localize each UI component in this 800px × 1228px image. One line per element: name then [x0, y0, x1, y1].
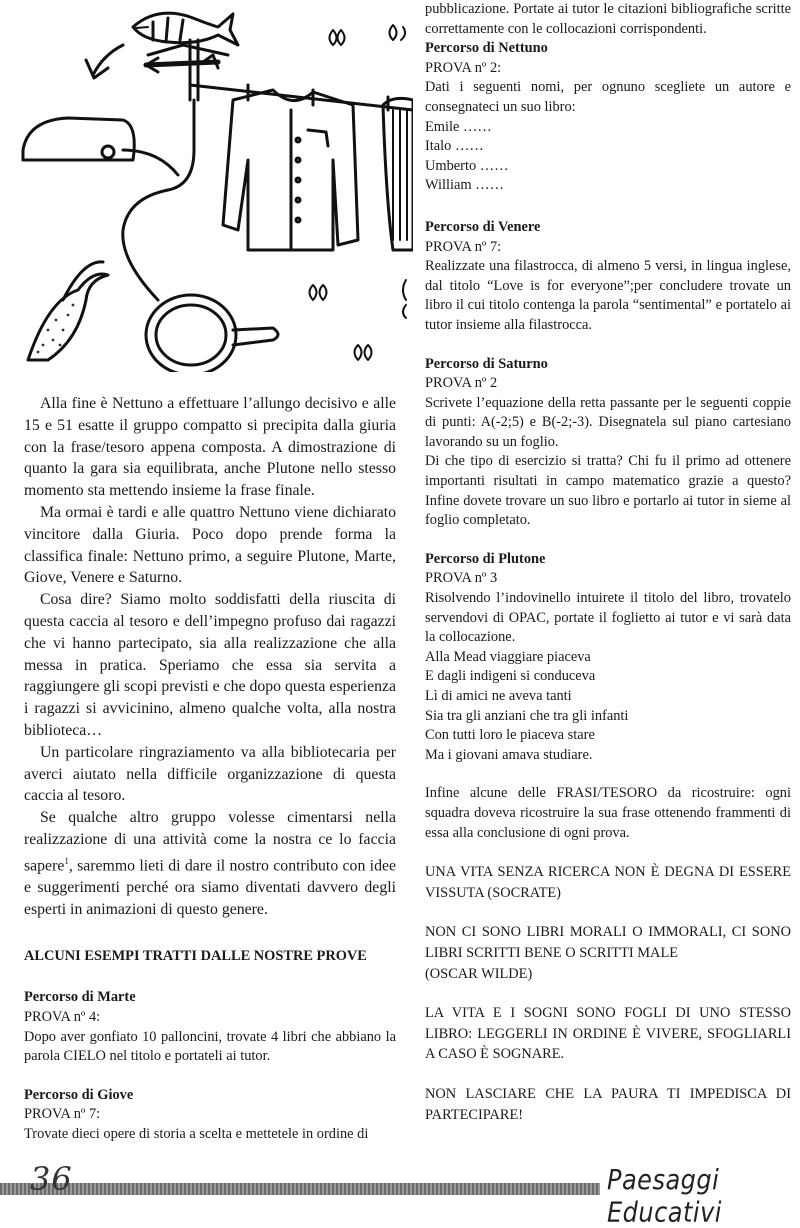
giove-text: Trovate dieci opere di storia a scelta e mettetele in ordine di: [24, 1125, 369, 1142]
marte-prova: PROVA nº 4:: [24, 1008, 101, 1025]
brand-logo: Paesaggi Educativi: [607, 1163, 722, 1228]
fish-icon: [133, 13, 238, 45]
quote: NON CI SONO LIBRI MORALI O IMMORALI, CI SONO LIBRI SCRITTI BENE O SCRITTI MALE: [425, 924, 791, 961]
iron-icon: [23, 118, 134, 160]
paragraph: Cosa dire? Siamo molto soddisfatti della riuscita di questa caccia al tesoro e dell’impegno profuso dai ragazzi che vi hanno partecipato, sia alla realizzazione che alla messa in pratica. Speriamo che essa sia servita a raggiungere gli scopi previsti e che dopo questa esperienza i ragazzi si avvicinino, almeno qualche volta, alla nostra biblioteca…: [24, 591, 396, 739]
illustration: [8, 0, 413, 372]
riddle-line: Ma i giovani amava studiare.: [425, 746, 593, 763]
paragraph: Alla fine è Nettuno a effettuare l’allungo decisivo e alle 15 e 51 esatte il gruppo compatto si precipita dalla giuria con la frase/tesoro appena composta. A dimostrazione di quanto la gara sia equilibrata, anche Plutone nello stesso momento sta mettendo insieme la frase finale.: [24, 395, 396, 500]
giove-prova: PROVA nº 7:: [24, 1106, 101, 1123]
venere-prova: PROVA nº 7:: [425, 238, 502, 255]
footnote-mark: 1: [64, 855, 69, 866]
name-item: William ……: [425, 177, 504, 194]
plutone-title: Percorso di Plutone: [425, 550, 546, 567]
bird-icon: [28, 274, 108, 360]
quote-author: (OSCAR WILDE): [425, 965, 533, 982]
paragraph: [24, 807, 396, 920]
paragraph: Ma ormai è tardi e alle quattro Nettuno viene dichiarato vincitore dalla Giuria. Poco dopo prende forma la classifica finale: Nettuno primo, a seguire Plutone, Marte, Giove, Venere e Saturno.: [24, 503, 396, 587]
frasi-intro: Infine alcune delle FRASI/TESORO da ricostruire: ogni squadra doveva ricostruire la sua frase ottenendo frammenti di essa alla conclusione di ogni prova.: [425, 785, 791, 841]
nettuno-prova: PROVA nº 2:: [425, 59, 502, 76]
page-footer: [0, 1150, 800, 1228]
plutone-prova: PROVA nº 3: [425, 570, 498, 587]
nettuno-text: Dati i seguenti nomi, per ognuno scegliete un autore e consegnateci un suo libro:: [425, 79, 791, 115]
name-item: Umberto ……: [425, 157, 509, 174]
venere-title: Percorso di Venere: [425, 218, 541, 235]
riddle-line: E dagli indigeni si conduceva: [425, 668, 596, 685]
quote: LA VITA E I SOGNI SONO FOGLI DI UNO STESSO LIBRO: LEGGERLI IN ORDINE È VIVERE, SFOGLIARLI A CASO È SOGNARE.: [425, 1005, 791, 1063]
section-heading: ALCUNI ESEMPI TRATTI DALLE NOSTRE PROVE: [24, 948, 367, 965]
paragraph-text: Se qualche altro gruppo volesse cimentarsi nella realizzazione di una attività come la nostra ce lo faccia sapere: [24, 809, 396, 874]
saturno-text: Di che tipo di esercizio si tratta? Chi fu il primo ad ottenere importanti risultati in campo matematico grazie a questo? Infine dovete trovare un suo libro e portarlo ai tutor in sieme al foglio completato.: [425, 453, 791, 529]
continuation-text: pubblicazione. Portate ai tutor le citazioni bibliografiche scritte correttamente con le collocazioni corrispondenti.: [425, 1, 791, 37]
paragraph: Un particolare ringraziamento va alla bibliotecaria per averci aiutato nella difficile organizzazione di questa caccia al tesoro.: [24, 743, 396, 805]
quote: NON LASCIARE CHE LA PAURA TI IMPEDISCA DI PARTECIPARE!: [425, 1085, 791, 1123]
footer-bar: [0, 1183, 600, 1195]
marte-text: Dopo aver gonfiato 10 palloncini, trovate 4 libri che abbiano la parola CIELO nel titolo e portateli ai tutor.: [24, 1028, 396, 1065]
giove-title: Percorso di Giove: [24, 1086, 134, 1103]
marte-title: Percorso di Marte: [24, 989, 136, 1006]
page-number: 36: [30, 1160, 73, 1198]
nettuno-title: Percorso di Nettuno: [425, 40, 548, 57]
saturno-text: Scrivete l’equazione della retta passante per le seguenti coppie di punti: A(-2;5) e B(-2;-3). Disegnatela sul piano cartesiano lavorando su un foglio.: [425, 394, 791, 450]
quote: UNA VITA SENZA RICERCA NON È DEGNA DI ESSERE VISSUTA (SOCRATE): [425, 864, 791, 901]
saturno-prova: PROVA nº 2: [425, 375, 498, 392]
right-column: [425, 0, 791, 1125]
left-column: [24, 393, 396, 1145]
venere-text: Realizzate una filastrocca, di almeno 5 versi, in lingua inglese, dal titolo “Love is for everyone”;per concludere trovate un libro il cui titolo contenga la parola “sentimental” e portatelo ai tutor insieme alla filastrocca.: [425, 258, 791, 333]
name-item: Emile ……: [425, 118, 492, 135]
paragraph-text: , saremmo lieti di dare il nostro contributo con idee e suggerimenti perché ora siamo diventati davvero degli esperti in animazioni di questo genere.: [24, 857, 396, 918]
riddle-line: Lì di amici ne aveva tanti: [425, 688, 572, 704]
saturno-title: Percorso di Saturno: [425, 355, 548, 372]
plutone-text: Risolvendo l’indovinello intuirete il titolo del libro, trovatelo servendovi di OPAC, portate il foglietto ai tutor e vi sarà data la collocazione.: [425, 590, 791, 646]
riddle-line: Sia tra gli anziani che tra gli infanti: [425, 707, 629, 724]
name-item: Italo ……: [425, 138, 484, 155]
riddle-line: Con tutti loro le piaceva stare: [425, 727, 595, 744]
riddle-line: Alla Mead viaggiare piaceva: [425, 648, 591, 665]
